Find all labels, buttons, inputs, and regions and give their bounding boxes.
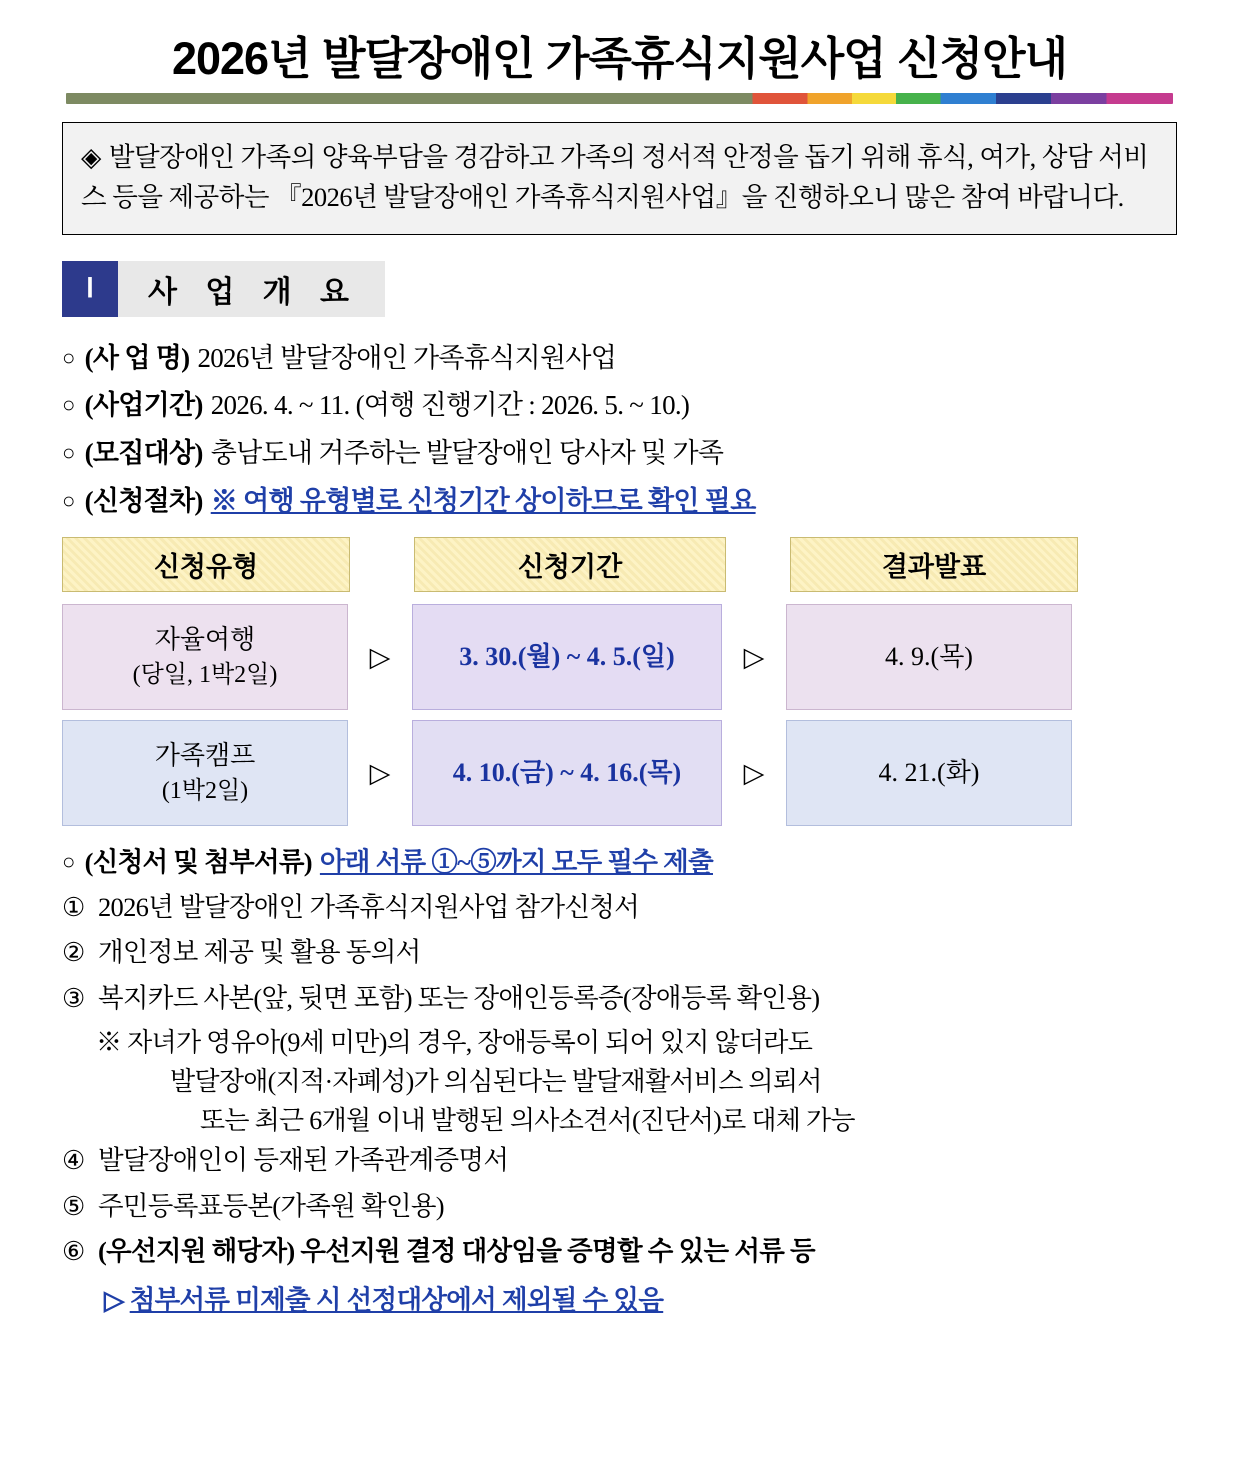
- section-header: [62, 261, 1177, 317]
- documents-heading: [62, 842, 1177, 882]
- arrow-icon: ▷: [369, 757, 391, 788]
- overview-value: 2026년 발달장애인 가족휴식지원사업: [197, 342, 617, 373]
- note-line-1: 자녀가 영유아(9세 미만)의 경우, 장애등록이 되어 있지 않더라도: [127, 1028, 813, 1058]
- list-item: [62, 1186, 1177, 1227]
- cell-period: 3. 30.(월) ~ 4. 5.(일): [412, 604, 722, 710]
- circle-bullet-icon: ○: [62, 849, 75, 875]
- cell-period: 4. 10.(금) ~ 4. 16.(목): [412, 720, 722, 826]
- circle-bullet-icon: ○: [62, 392, 75, 418]
- overview-label: (사 업 명): [84, 342, 190, 373]
- note-line-2: 발달장애(지적·자폐성)가 의심된다는 발달재활서비스 의뢰서: [170, 1067, 822, 1097]
- intro-text: 발달장애인 가족의 양육부담을 경감하고 가족의 정서적 안정을 돕기 위해 휴식, 여가, 상담 서비스 등을 제공하는 『2026년 발달장애인 가족휴식지원사업』을 진행하오니 많은 참여 바랍니다.: [81, 142, 1149, 213]
- column-header-period: 신청기간: [414, 537, 726, 592]
- section-number: Ⅰ: [62, 261, 118, 317]
- overview-value: 2026. 4. ~ 11. (여행 진행기간 : 2026. 5. ~ 10.): [210, 390, 690, 421]
- procedure-line: [62, 480, 1177, 524]
- cell-result: 4. 9.(목): [786, 604, 1072, 710]
- column-header-result: 결과발표: [790, 537, 1078, 592]
- item-text: 2026년 발달장애인 가족휴식지원사업 참가신청서: [98, 891, 640, 922]
- application-flow-table: [62, 537, 1177, 826]
- cell-type: [62, 720, 348, 826]
- overview-label: (사업기간): [84, 390, 203, 421]
- procedure-label: (신청절차): [84, 485, 203, 516]
- documents-label: (신청서 및 첨부서류): [84, 847, 312, 878]
- item-number: ③: [62, 983, 85, 1013]
- item-text: (우선지원 해당자) 우선지원 결정 대상임을 증명할 수 있는 서류 등: [98, 1236, 815, 1267]
- page-title: 2026년 발달장애인 가족휴식지원사업 신청안내: [171, 33, 1068, 84]
- item-number: ④: [62, 1146, 85, 1176]
- procedure-emphasis: ※ 여행 유형별로 신청기간 상이하므로 확인 필요: [210, 485, 756, 516]
- item-text: 주민등록표등본(가족원 확인용): [98, 1190, 444, 1221]
- list-item: [62, 978, 1177, 1019]
- item-text: 개인정보 제공 및 활용 동의서: [98, 937, 421, 968]
- note-line-3: 또는 최근 6개월 이내 발행된 의사소견서(진단서)로 대체 가능: [200, 1106, 855, 1136]
- list-item: [62, 1140, 1177, 1181]
- type-sub: (당일, 1박2일): [132, 661, 278, 688]
- intro-box: [62, 122, 1177, 235]
- arrow-icon: ▷: [369, 641, 391, 672]
- required-documents-section: [62, 842, 1177, 1320]
- list-item: [62, 887, 1177, 928]
- list-item: [62, 337, 1177, 381]
- arrow-icon: ▷: [743, 641, 765, 672]
- section-title: 사 업 개 요: [118, 261, 385, 317]
- item-number: ⑤: [62, 1191, 85, 1221]
- table-row: [62, 604, 1177, 710]
- final-note: [104, 1280, 1177, 1320]
- table-row: [62, 720, 1177, 826]
- circle-bullet-icon: ○: [62, 344, 75, 370]
- table-header-row: [62, 537, 1177, 592]
- documents-emphasis: 아래 서류 ①~⑤까지 모두 필수 제출: [319, 847, 713, 878]
- overview-list: [62, 337, 1177, 524]
- circle-bullet-icon: ○: [62, 440, 75, 465]
- type-main: 자율여행: [154, 625, 256, 655]
- list-item: [62, 384, 1177, 428]
- list-item: [62, 1231, 1177, 1272]
- list-item: [62, 432, 1177, 476]
- cell-result: 4. 21.(화): [786, 720, 1072, 826]
- item-text: 복지카드 사본(앞, 뒷면 포함) 또는 장애인등록증(장애등록 확인용): [98, 982, 820, 1013]
- item-number: ⑥: [62, 1237, 85, 1267]
- color-divider: [66, 93, 1173, 104]
- overview-label: (모집대상): [84, 438, 203, 468]
- list-item: [62, 932, 1177, 973]
- arrow-icon: ▷: [743, 757, 765, 788]
- note-block: [96, 1023, 1177, 1140]
- type-main: 가족캠프: [154, 741, 256, 771]
- final-note-text: 첨부서류 미제출 시 선정대상에서 제외될 수 있음: [129, 1284, 664, 1315]
- overview-value: 충남도내 거주하는 발달장애인 당사자 및 가족: [210, 438, 724, 468]
- circle-bullet-icon: ○: [62, 487, 75, 513]
- item-text: 발달장애인이 등재된 가족관계증명서: [98, 1145, 509, 1176]
- type-sub: (1박2일): [161, 777, 249, 804]
- asterisk-mark-icon: ※: [96, 1028, 122, 1058]
- triangle-marker-icon: ▷: [104, 1284, 124, 1315]
- diamond-marker-icon: ◈: [81, 142, 101, 172]
- cell-type: [62, 604, 348, 710]
- column-header-type: 신청유형: [62, 537, 350, 592]
- item-number: ②: [62, 938, 85, 968]
- item-number: ①: [62, 892, 85, 922]
